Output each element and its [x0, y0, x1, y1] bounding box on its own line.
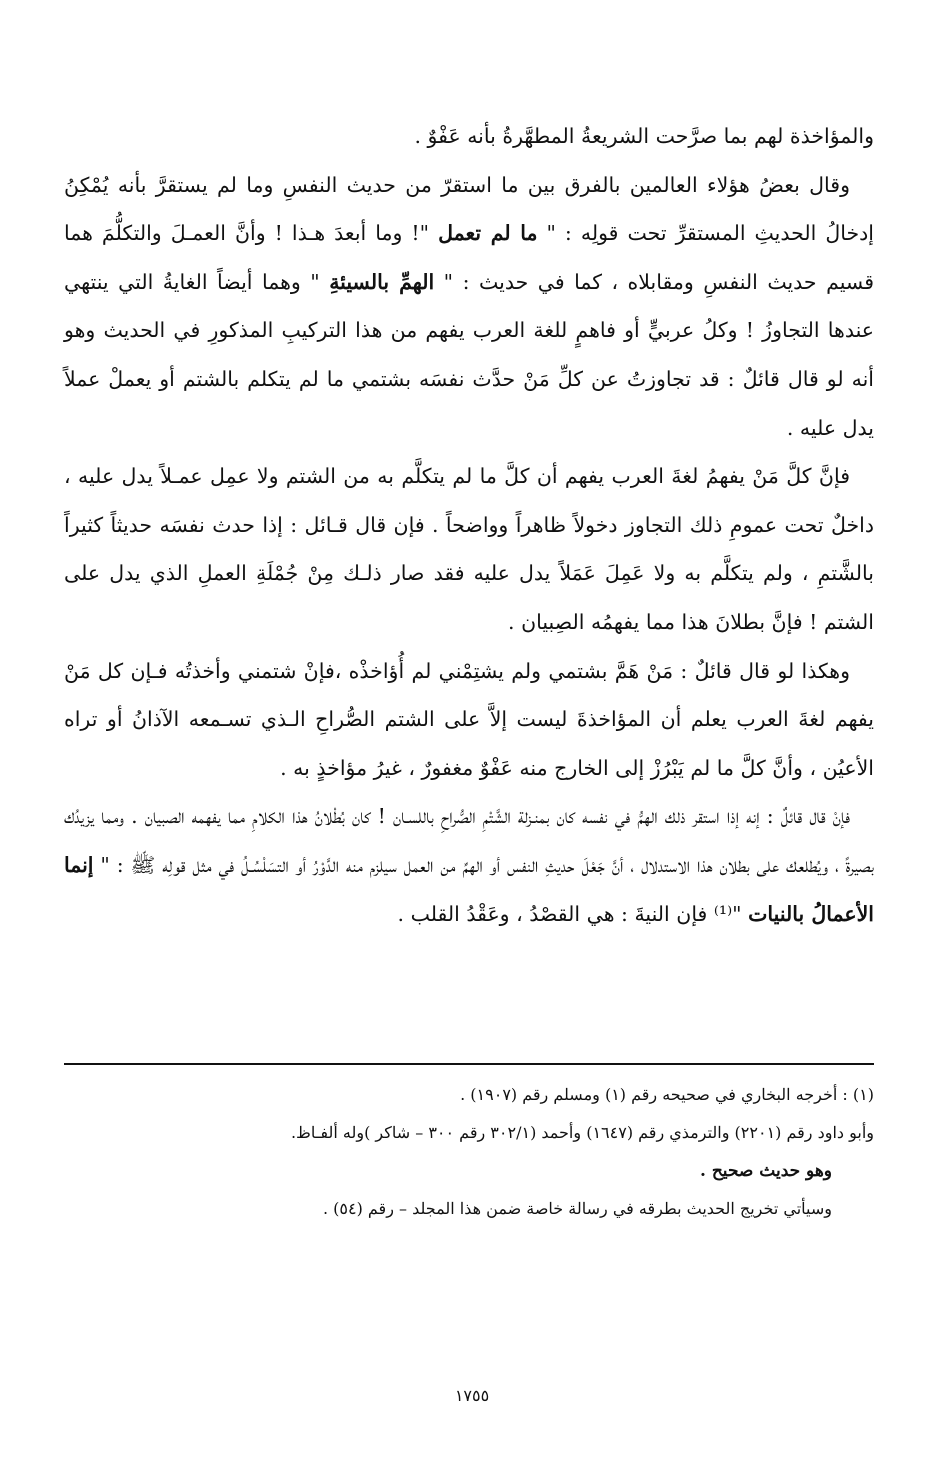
- footnote-line: وسيأتي تخريج الحديث بطرقه في رسالة خاصة ضمن هذا المجلد – رقم (٥٤) .: [322, 1199, 832, 1218]
- paragraph-text: وهكذا لو قال قائلٌ : مَنْ هَمَّ بشتمي ولم يشتِمْني لم أُؤاخذْه ،فإنْ شتمني وأخذتُه فـإن كل مَنْ يفهم لغةَ العرب يعلم أن المؤاخذةَ ليست إلاَّ على الشتم الصُّراحِ الـذي تسـمعه الآذانُ أو تراه الأعيُن ، وأنَّ كلَّ ما لم يَبْرُزْ إلى الخارج منه عَفْوٌ مغفورٌ ، غيرُ مؤاخذٍ به .: [64, 658, 874, 780]
- paragraph-text: "⁽¹⁾ فإن النيةَ : هي القصْدُ ، وعَقْدُ القلب .: [397, 901, 749, 926]
- page-number: ١٧٥٥: [454, 1386, 490, 1405]
- paragraph-2: [64, 161, 874, 453]
- paragraph-text: فإنْ قال قائلٌ : إنه إذا استقر ذلك الهمُّ في نفسه كان بمنـزلة الشَّتْمِ الصُّراحِ باللسـان ! كان بُطْلانُ هذا الكلامِ مما يفهمه الصبيان . ومما يزيدُك بصيرةً ، ويُطلعك على بطلان هذا الاستدلال ، أنَّ جَعْلَ حديثِ النفس أو الهمِّ من العمل سيلزم منه الدَّوْرُ أو التسَلْسُـلُ في مثل قولِه ﷺ : ": [64, 804, 874, 877]
- footnote-line: (١) : أخرجه البخاري في صحيحه رقم (١) ومسلم رقم (١٩٠٧) .: [460, 1085, 874, 1104]
- quoted-phrase-bold: ما لم تعمل: [438, 221, 538, 246]
- footnotes: [64, 1080, 874, 1232]
- paragraph-1: [64, 112, 874, 161]
- paragraph-text: والمؤاخذة لهم بما صرَّحت الشريعةُ المطهَّرةُ بأنه عَفْوٌ .: [414, 124, 874, 148]
- paragraph-text: " وهما أيضاً الغايةُ التي ينتهي عندها التجاوزُ ! وكلُ عربيٍّ أو فاهمٍ للغة العرب يفهم من هذا التركيبِ المذكورِ في الحديث وهو أنه لو قال قائلٌ : قد تجاوزتُ عن كلِّ مَنْ حدَّث نفسَه بشتمي ما لم يتكلم بالشتم أو يعملْ عملاً يدل عليه .: [64, 269, 874, 440]
- footnote-line: وأبو داود رقم (٢٢٠١) والترمذي رقم (١٦٤٧) وأحمد (٣٠٢/١ رقم ٣٠٠ – شاكر )وله ألفـاظ.: [290, 1123, 874, 1142]
- main-text: [64, 112, 874, 938]
- footnote-line-bold: وهو حديث صحيح .: [700, 1161, 832, 1181]
- paragraph-text: "! وما أبعدَ هـذا ! وأنَّ العمـلَ والتكلُّمَ هما قسيم حديث النفسِ ومقابلاه ، كما في حديث : ": [64, 221, 874, 294]
- quoted-phrase-bold: إنما الأعمالُ بالنيات: [64, 852, 874, 926]
- footnote-separator: [64, 1063, 874, 1065]
- paragraph-4: [64, 647, 874, 793]
- paragraph-5: [64, 792, 874, 938]
- quoted-phrase-bold: الهمِّ بالسيئةِ: [329, 269, 435, 294]
- paragraph-text: فإنَّ كلَّ مَنْ يفهمُ لغةَ العرب يفهم أن كلَّ ما لم يتكلَّم به من الشتم ولا عمِل عمـلاً يدل عليه ، داخلٌ تحت عمومِ ذلك التجاوز دخولاً ظاهراً وواضحاً . فإن قال قـائل : إذا حدث نفسَه حديثاً كثيراً بالشَّتمِ ، ولم يتكلَّم به ولا عَمِلَ عَمَلاً يدل عليه فقد صار ذلـك مِنْ جُمْلَةِ العملِ الذي يدل على الشتم ! فإنَّ بطلانَ هذا مما يفهمُه الصِبيان .: [64, 464, 874, 634]
- paragraph-3: [64, 452, 874, 646]
- paragraph-text: وقال بعضُ هؤلاء العالمين بالفرق بين ما استقرّ من حديث النفسِ وما لم يستقرَّ بأنه يُمْكِنُ إدخالُ الحديثِ المستقرِّ تحت قولِه : ": [64, 172, 874, 246]
